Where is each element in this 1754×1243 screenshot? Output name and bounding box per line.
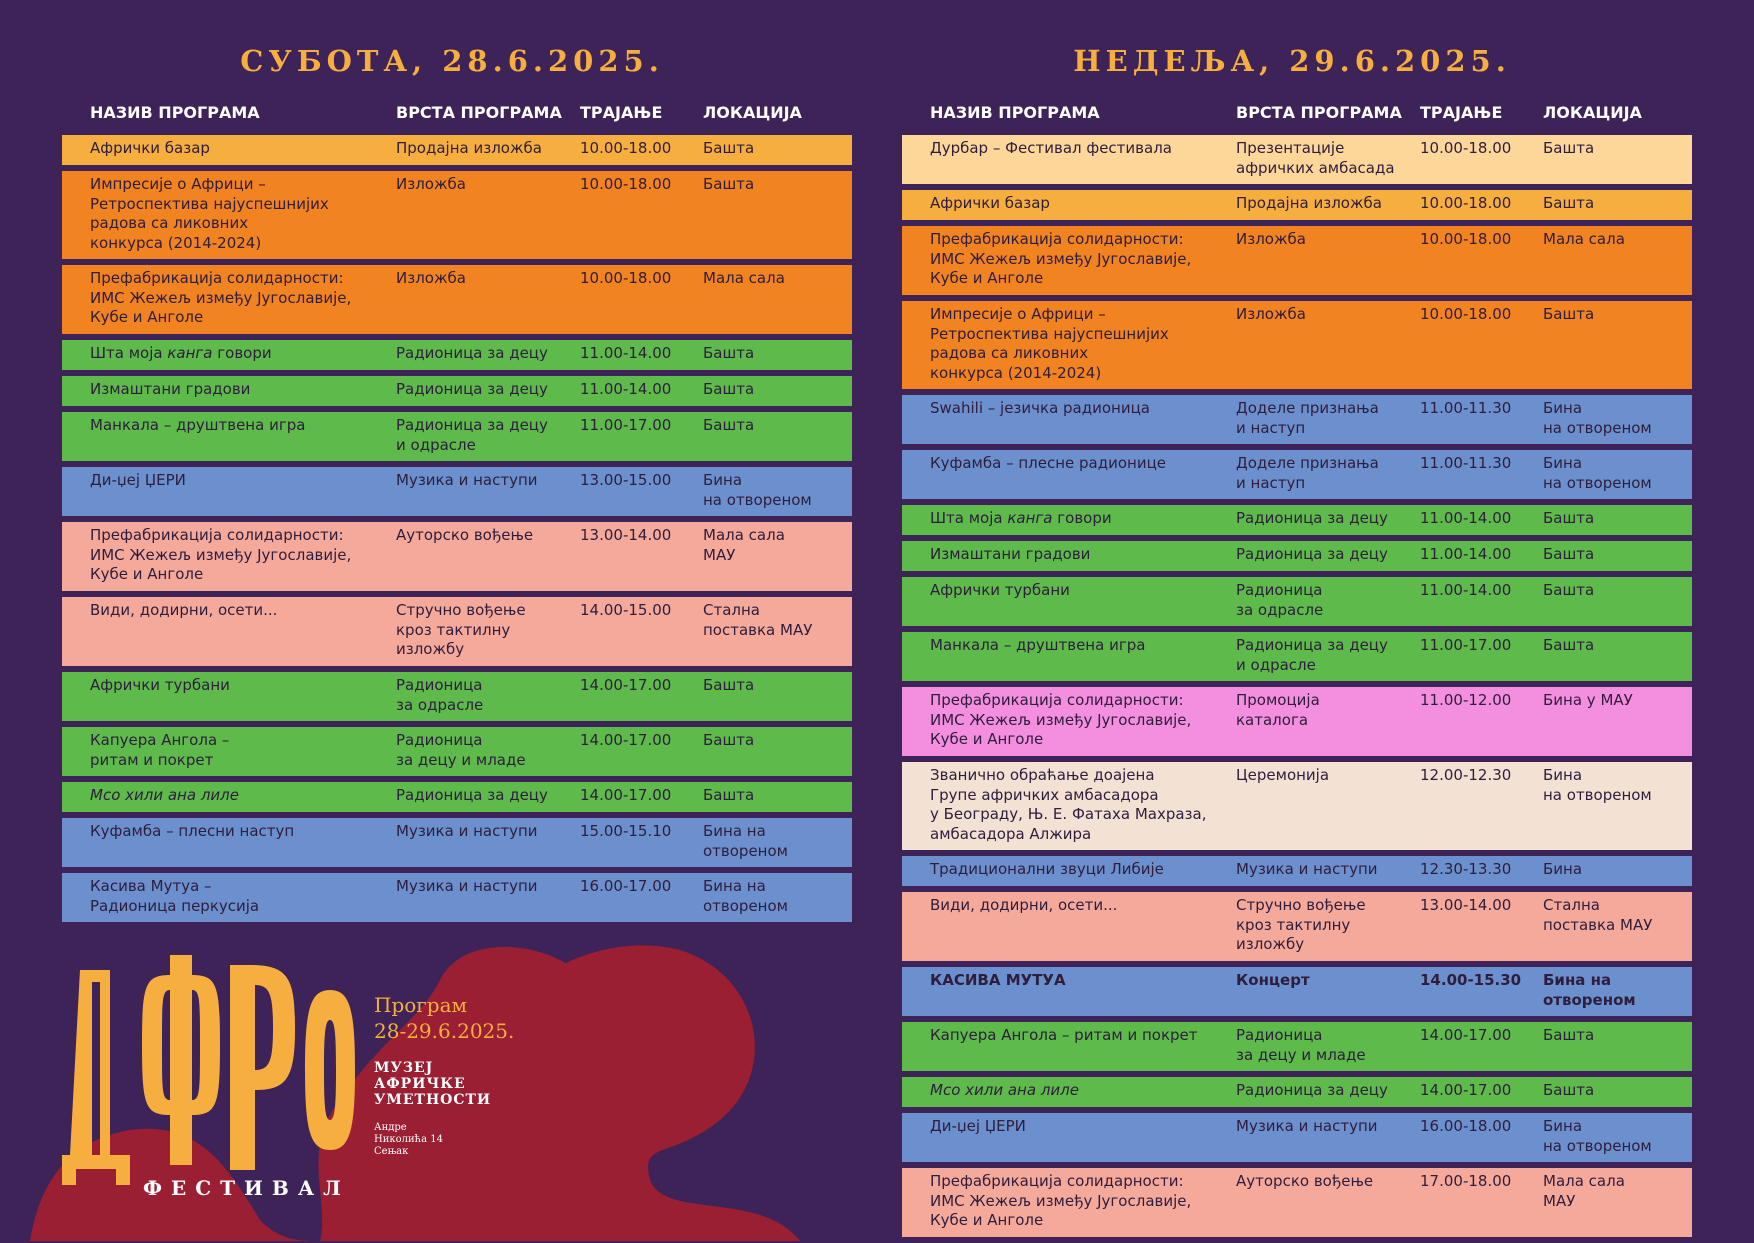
program-name: Измаштани градови	[930, 545, 1091, 563]
program-name-part: Шта моја	[90, 344, 168, 362]
program-location: Мала сала МАУ	[703, 526, 785, 564]
program-type: Доделе признања и наступ	[1236, 399, 1379, 437]
program-name: Афрички турбани	[930, 581, 1070, 599]
program-type: Доделе признања и наступ	[1236, 454, 1379, 492]
table-row	[902, 967, 1692, 1016]
program-time: 12.00-12.30	[1420, 766, 1512, 784]
program-name-part: канга	[167, 344, 213, 362]
program-name: Званично обраћање доајена Групе афричких амбасадора у Београду, Њ. Е. Фатаха Махраза, амбасадора Алжира	[930, 766, 1207, 843]
program-name-part: канга	[1007, 509, 1053, 527]
table-row	[902, 1113, 1692, 1162]
program-time: 16.00-18.00	[1420, 1117, 1512, 1135]
program-name-part: Шта моја	[930, 509, 1008, 527]
program-name: Традиционални звуци Либије	[930, 860, 1164, 878]
program-time: 14.00-17.00	[580, 731, 672, 749]
table-row	[62, 727, 852, 776]
program-name: Импресије о Африци – Ретроспектива најуспешнијих радова са ликовних конкурса (2014-2024)	[90, 175, 329, 252]
program-name: Види, додирни, осети...	[90, 601, 278, 619]
program-name: Префабрикација солидарности: ИМС Жежељ између Југославије, Кубе и Анголе	[930, 230, 1192, 287]
program-type: Радионица за децу и младе	[396, 731, 526, 769]
program-location: Бина у МАУ	[1543, 691, 1633, 709]
program-type: Радионица за децу	[1236, 1081, 1388, 1099]
header-location: ЛОКАЦИЈА	[1543, 103, 1642, 122]
program-location: Бина на отвореном	[1543, 454, 1652, 492]
program-location: Башта	[703, 380, 755, 398]
program-location: Башта	[1543, 636, 1595, 654]
table-row	[902, 135, 1692, 184]
table-row	[902, 190, 1692, 220]
program-time: 13.00-14.00	[1420, 896, 1512, 914]
program-location: Бина на отвореном	[1543, 1117, 1652, 1155]
program-type: Радионица за одрасле	[1236, 581, 1324, 619]
program-type: Радионица за децу	[396, 344, 548, 362]
program-name: Префабрикација солидарности: ИМС Жежељ између Југославије, Кубе и Анголе	[90, 269, 352, 326]
program-location: Башта	[1543, 305, 1595, 323]
table-row	[62, 412, 852, 461]
program-location: Бина на отвореном	[703, 471, 812, 509]
program-type: Церемонија	[1236, 766, 1330, 784]
program-time: 15.00-15.10	[580, 822, 672, 840]
table-row	[902, 450, 1692, 499]
header-type: ВРСТА ПРОГРАМА	[1236, 103, 1402, 122]
table-row	[62, 376, 852, 406]
program-name: Манкала – друштвена игра	[930, 636, 1146, 654]
program-type: Промоција каталога	[1236, 691, 1320, 729]
program-name: Ди-џеј ЏЕРИ	[90, 471, 186, 489]
program-time: 17.00-18.00	[1420, 1172, 1512, 1190]
program-location: Бина на отвореном	[1543, 399, 1652, 437]
program-name: Види, додирни, осети...	[930, 896, 1118, 914]
program-location: Башта	[703, 731, 755, 749]
table-row	[62, 672, 852, 721]
program-heading	[374, 992, 514, 1044]
program-type: Радионица за одрасле	[396, 676, 484, 714]
program-time: 11.00-12.00	[1420, 691, 1512, 709]
table-row	[62, 171, 852, 259]
program-location: Бина на отвореном	[703, 877, 788, 915]
afro-logo	[60, 950, 360, 1200]
program-name: Куфамба – плесне радионице	[930, 454, 1167, 472]
program-time: 13.00-14.00	[580, 526, 672, 544]
program-time: 10.00-18.00	[580, 139, 672, 157]
program-time: 14.00-15.30	[1420, 971, 1522, 989]
program-time: 14.00-15.00	[580, 601, 672, 619]
table-row	[902, 1077, 1692, 1107]
program-time: 11.00-14.00	[1420, 509, 1512, 527]
program-location: Башта	[1543, 509, 1595, 527]
program-location: Бина	[1543, 860, 1583, 878]
program-name	[90, 344, 390, 364]
program-location: Мала сала	[1543, 230, 1625, 248]
table-row	[62, 522, 852, 591]
table-row	[902, 632, 1692, 681]
program-type: Музика и наступи	[1236, 860, 1378, 878]
program-time: 11.00-14.00	[580, 344, 672, 362]
table-row	[902, 541, 1692, 571]
program-name-part: говори	[212, 344, 272, 362]
table-row	[62, 818, 852, 867]
table-row	[902, 687, 1692, 756]
table-row	[902, 301, 1692, 389]
program-time: 11.00-14.00	[580, 380, 672, 398]
program-location: Башта	[1543, 581, 1595, 599]
program-type: Радионица за децу и младе	[1236, 1026, 1366, 1064]
table-row	[902, 892, 1692, 961]
header-name: НАЗИВ ПРОГРАМА	[90, 103, 260, 122]
program-type: Радионица за децу	[1236, 509, 1388, 527]
program-time: 16.00-17.00	[580, 877, 672, 895]
program-type: Презентације афричких амбасада	[1236, 139, 1395, 177]
table-row	[902, 505, 1692, 535]
program-name: Дурбар – Фестивал фестивала	[930, 139, 1172, 157]
program-name-part: говори	[1052, 509, 1112, 527]
program-name: Префабрикација солидарности: ИМС Жежељ између Југославије, Кубе и Анголе	[930, 691, 1192, 748]
table-row	[902, 577, 1692, 626]
program-name: Капуера Ангола – ритам и покрет	[90, 731, 230, 769]
program-time: 10.00-18.00	[1420, 139, 1512, 157]
program-name: Swahili – језичка радионица	[930, 399, 1150, 417]
program-location: Башта	[1543, 194, 1595, 212]
program-name: Мсо хили ана лиле	[930, 1081, 1079, 1099]
program-location: Бина на отвореном	[703, 822, 788, 860]
program-time: 10.00-18.00	[580, 175, 672, 193]
program-type: Изложба	[396, 269, 466, 287]
program-name: Манкала – друштвена игра	[90, 416, 306, 434]
program-type: Радионица за децу	[1236, 545, 1388, 563]
program-time: 11.00-14.00	[1420, 545, 1512, 563]
sunday-title: НЕДЕЉА, 29.6.2025.	[1073, 44, 1511, 78]
program-time: 10.00-18.00	[580, 269, 672, 287]
table-row	[62, 782, 852, 812]
header-location: ЛОКАЦИЈА	[703, 103, 802, 122]
museum-name: МУЗЕЈ АФРИЧКЕ УМЕТНОСТИ	[374, 1060, 492, 1108]
table-row	[902, 395, 1692, 444]
program-time: 10.00-18.00	[1420, 305, 1512, 323]
table-row	[62, 340, 852, 370]
table-row	[62, 597, 852, 666]
program-location: Башта	[1543, 545, 1595, 563]
program-time: 14.00-17.00	[580, 676, 672, 694]
program-location: Мала сала	[703, 269, 785, 287]
program-name: Префабрикација солидарности: ИМС Жежељ између Југославије, Кубе и Анголе	[90, 526, 352, 583]
program-type: Изложба	[396, 175, 466, 193]
program-name: Ди-џеј ЏЕРИ	[930, 1117, 1026, 1135]
program-type: Музика и наступи	[1236, 1117, 1378, 1135]
program-location: Башта	[703, 344, 755, 362]
sunday-schedule	[902, 101, 1692, 1243]
program-label: Програм	[374, 993, 468, 1017]
program-type: Стручно вођење кроз тактилну изложбу	[1236, 896, 1366, 953]
table-header	[62, 101, 852, 135]
program-location: Башта	[1543, 1026, 1595, 1044]
table-row	[902, 856, 1692, 886]
sunday-rows	[902, 135, 1692, 1237]
program-type: Ауторско вођење	[1236, 1172, 1374, 1190]
program-type: Стручно вођење кроз тактилну изложбу	[396, 601, 526, 658]
table-row	[62, 265, 852, 334]
program-time: 11.00-14.00	[1420, 581, 1512, 599]
program-location: Башта	[1543, 139, 1595, 157]
program-name: Измаштани градови	[90, 380, 251, 398]
program-type: Изложба	[1236, 230, 1306, 248]
saturday-rows	[62, 135, 852, 922]
header-type: ВРСТА ПРОГРАМА	[396, 103, 562, 122]
program-time: 13.00-15.00	[580, 471, 672, 489]
header-time: ТРАЈАЊЕ	[1420, 103, 1503, 122]
table-row	[62, 873, 852, 922]
program-location: Стална поставка МАУ	[703, 601, 813, 639]
program-name: Мсо хили ана лиле	[90, 786, 239, 804]
program-type: Радионица за децу и одрасле	[1236, 636, 1388, 674]
program-type: Изложба	[1236, 305, 1306, 323]
program-type: Концерт	[1236, 971, 1310, 989]
festival-label: ФЕСТИВАЛ	[143, 1176, 350, 1200]
program-type: Продајна изложба	[396, 139, 542, 157]
program-location: Бина на отвореном	[1543, 766, 1652, 804]
museum-address: Андре Николића 14 Сењак	[374, 1122, 443, 1157]
program-type: Радионица за децу и одрасле	[396, 416, 548, 454]
program-name: Касива Мутуа – Радионица перкусија	[90, 877, 260, 915]
program-name: Афрички базар	[90, 139, 210, 157]
program-time: 14.00-17.00	[580, 786, 672, 804]
program-type: Ауторско вођење	[396, 526, 534, 544]
program-location: Башта	[703, 175, 755, 193]
program-name: Афрички базар	[930, 194, 1050, 212]
program-time: 11.00-17.00	[580, 416, 672, 434]
program-dates: 28-29.6.2025.	[374, 1019, 515, 1043]
program-location: Мала сала МАУ	[1543, 1172, 1625, 1210]
program-type: Радионица за децу	[396, 786, 548, 804]
saturday-title: СУБОТА, 28.6.2025.	[240, 44, 664, 78]
program-location: Башта	[703, 676, 755, 694]
table-row	[62, 135, 852, 165]
program-type: Музика и наступи	[396, 877, 538, 895]
program-name: Афрички турбани	[90, 676, 230, 694]
program-time: 14.00-17.00	[1420, 1081, 1512, 1099]
table-row	[62, 467, 852, 516]
saturday-schedule	[62, 101, 852, 928]
program-time: 11.00-11.30	[1420, 399, 1512, 417]
header-time: ТРАЈАЊЕ	[580, 103, 663, 122]
program-time: 11.00-11.30	[1420, 454, 1512, 472]
table-header	[902, 101, 1692, 135]
program-name: Импресије о Африци – Ретроспектива најуспешнијих радова са ликовних конкурса (2014-2024)	[930, 305, 1169, 382]
program-location: Башта	[703, 786, 755, 804]
program-time: 12.30-13.30	[1420, 860, 1512, 878]
program-name: Префабрикација солидарности: ИМС Жежељ између Југославије, Кубе и Анголе	[930, 1172, 1192, 1229]
table-row	[902, 762, 1692, 850]
program-name: Куфамба – плесни наступ	[90, 822, 295, 840]
program-location: Стална поставка МАУ	[1543, 896, 1653, 934]
header-name: НАЗИВ ПРОГРАМА	[930, 103, 1100, 122]
program-type: Музика и наступи	[396, 822, 538, 840]
program-time: 10.00-18.00	[1420, 230, 1512, 248]
program-time: 14.00-17.00	[1420, 1026, 1512, 1044]
table-row	[902, 226, 1692, 295]
program-name: КАСИВА МУТУА	[930, 971, 1066, 989]
program-location: Бина на отвореном	[1543, 971, 1636, 1009]
program-time: 11.00-17.00	[1420, 636, 1512, 654]
table-row	[902, 1022, 1692, 1071]
program-location: Башта	[703, 416, 755, 434]
program-type: Продајна изложба	[1236, 194, 1382, 212]
program-time: 10.00-18.00	[1420, 194, 1512, 212]
program-name: Капуера Ангола – ритам и покрет	[930, 1026, 1198, 1044]
table-row	[902, 1168, 1692, 1237]
program-name	[930, 509, 1230, 529]
program-location: Башта	[1543, 1081, 1595, 1099]
program-location: Башта	[703, 139, 755, 157]
program-type: Радионица за децу	[396, 380, 548, 398]
program-type: Музика и наступи	[396, 471, 538, 489]
